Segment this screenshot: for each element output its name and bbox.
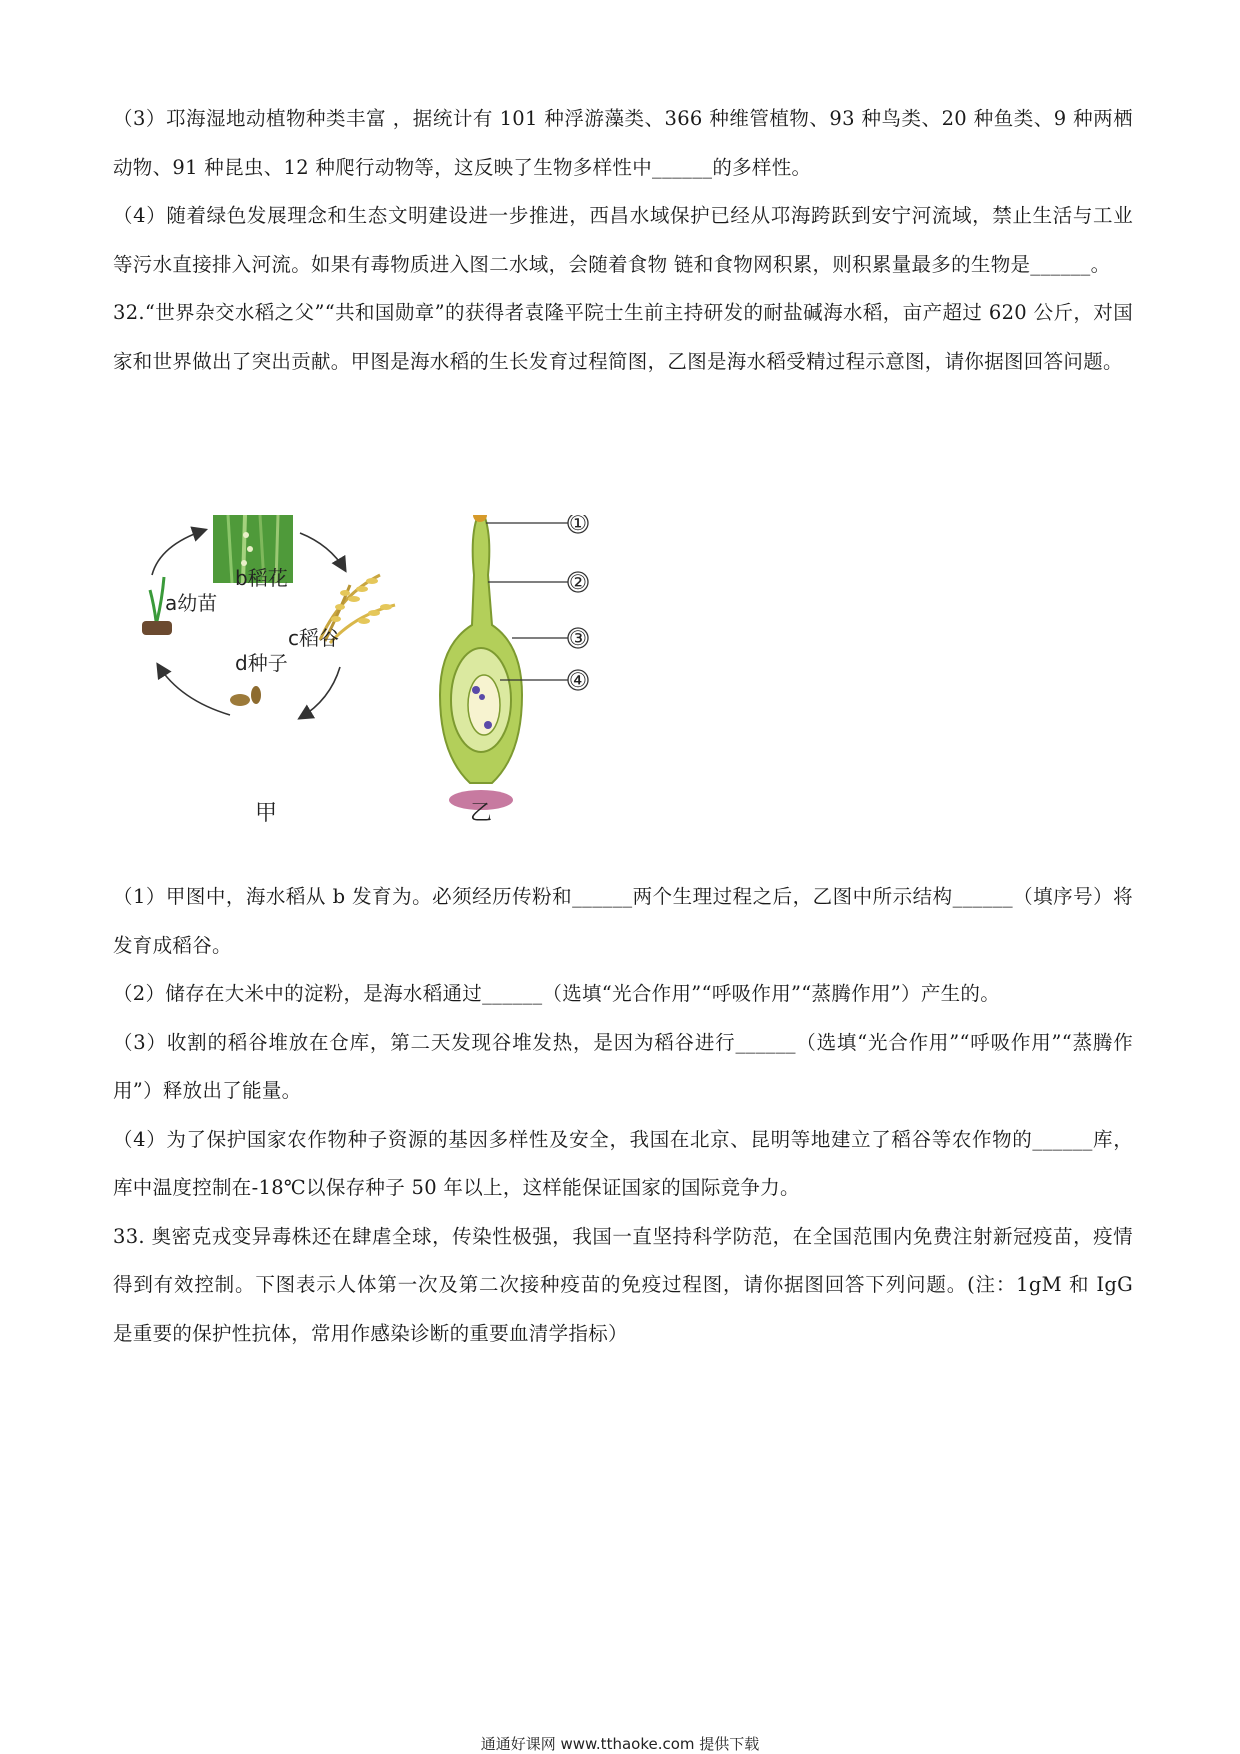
stage-label-c: c稻谷 bbox=[288, 626, 339, 650]
figure-rice bbox=[140, 515, 700, 845]
callout-4: ④ bbox=[569, 668, 587, 692]
question-text-top bbox=[113, 95, 1133, 386]
arrow-c-to-d bbox=[300, 667, 340, 718]
arrow-b-to-c bbox=[300, 533, 345, 570]
question-32-2: （2）储存在大米中的淀粉，是海水稻通过______（选填“光合作用”“呼吸作用”“蒸腾作用”）产生的。 bbox=[113, 982, 1001, 1005]
callout-2: ② bbox=[569, 570, 587, 594]
arrow-a-to-b bbox=[152, 530, 205, 575]
question-text-bottom bbox=[113, 873, 1133, 1358]
question-31-4: （4）随着绿色发展理念和生态文明建设进一步推进，西昌水域保护已经从邛海跨跃到安宁河流域，禁止生活与工业等污水直接排入河流。如果有毒物质进入图二水域，会随着食物 链和食物网积累，则积累量最多的生物是______。 bbox=[113, 204, 1133, 276]
arrow-d-to-a bbox=[158, 665, 230, 715]
callout-1: ① bbox=[569, 515, 587, 535]
question-32-1: （1）甲图中，海水稻从 b 发育为。必须经历传粉和______两个生理过程之后，乙图中所示结构______（填序号）将发育成稻谷。 bbox=[113, 885, 1133, 957]
figure-caption-jia: 甲 bbox=[255, 801, 278, 826]
question-32-4: （4）为了保护国家农作物种子资源的基因多样性及安全，我国在北京、昆明等地建立了稻谷等农作物的______库，库中温度控制在-18℃以保存种子 50 年以上，这样能保证国家的国际竞争力。 bbox=[113, 1127, 1133, 1199]
seed-image bbox=[230, 686, 261, 706]
stage-label-a: a幼苗 bbox=[165, 591, 218, 615]
figure-svg bbox=[140, 515, 700, 845]
page-footer: 通通好课网 www.tthaoke.com 提供下载 bbox=[480, 1735, 760, 1753]
callout-circles bbox=[568, 515, 588, 690]
figure-caption-yi: 乙 bbox=[470, 801, 493, 826]
stage-label-b: b稻花 bbox=[235, 566, 288, 590]
question-32-3: （3）收割的稻谷堆放在仓库，第二天发现谷堆发热，是因为稻谷进行______（选填“光合作用”“呼吸作用”“蒸腾作用”）释放出了能量。 bbox=[113, 1030, 1133, 1102]
pistil-diagram bbox=[440, 515, 522, 810]
stage-label-d: d种子 bbox=[235, 651, 288, 675]
question-33-stem: 33. 奥密克戎变异毒株还在肆虐全球，传染性极强，我国一直坚持科学防范，在全国范围内免费注射新冠疫苗，疫情得到有效控制。下图表示人体第一次及第二次接种疫苗的免疫过程图，请你据图回答下列问题。(注：1gM 和 IgG 是重要的保护性抗体，常用作感染诊断的重要血清学指标） bbox=[113, 1224, 1133, 1345]
callout-3: ③ bbox=[569, 626, 587, 650]
question-32-stem: 32.“世界杂交水稻之父”“共和国勋章”的获得者袁隆平院士生前主持研发的耐盐碱海水稻，亩产超过 620 公斤，对国家和世界做出了突出贡献。甲图是海水稻的生长发育过程简图，乙图是海水稻受精过程示意图，请你据图回答问题。 bbox=[113, 301, 1133, 373]
question-31-3: （3）邛海湿地动植物种类丰富 ，据统计有 101 种浮游藻类、366 种维管植物、93 种鸟类、20 种鱼类、9 种两栖动物、91 种昆虫、12 种爬行动物等，这反映了生物多样性中______的多样性。 bbox=[113, 107, 1133, 179]
